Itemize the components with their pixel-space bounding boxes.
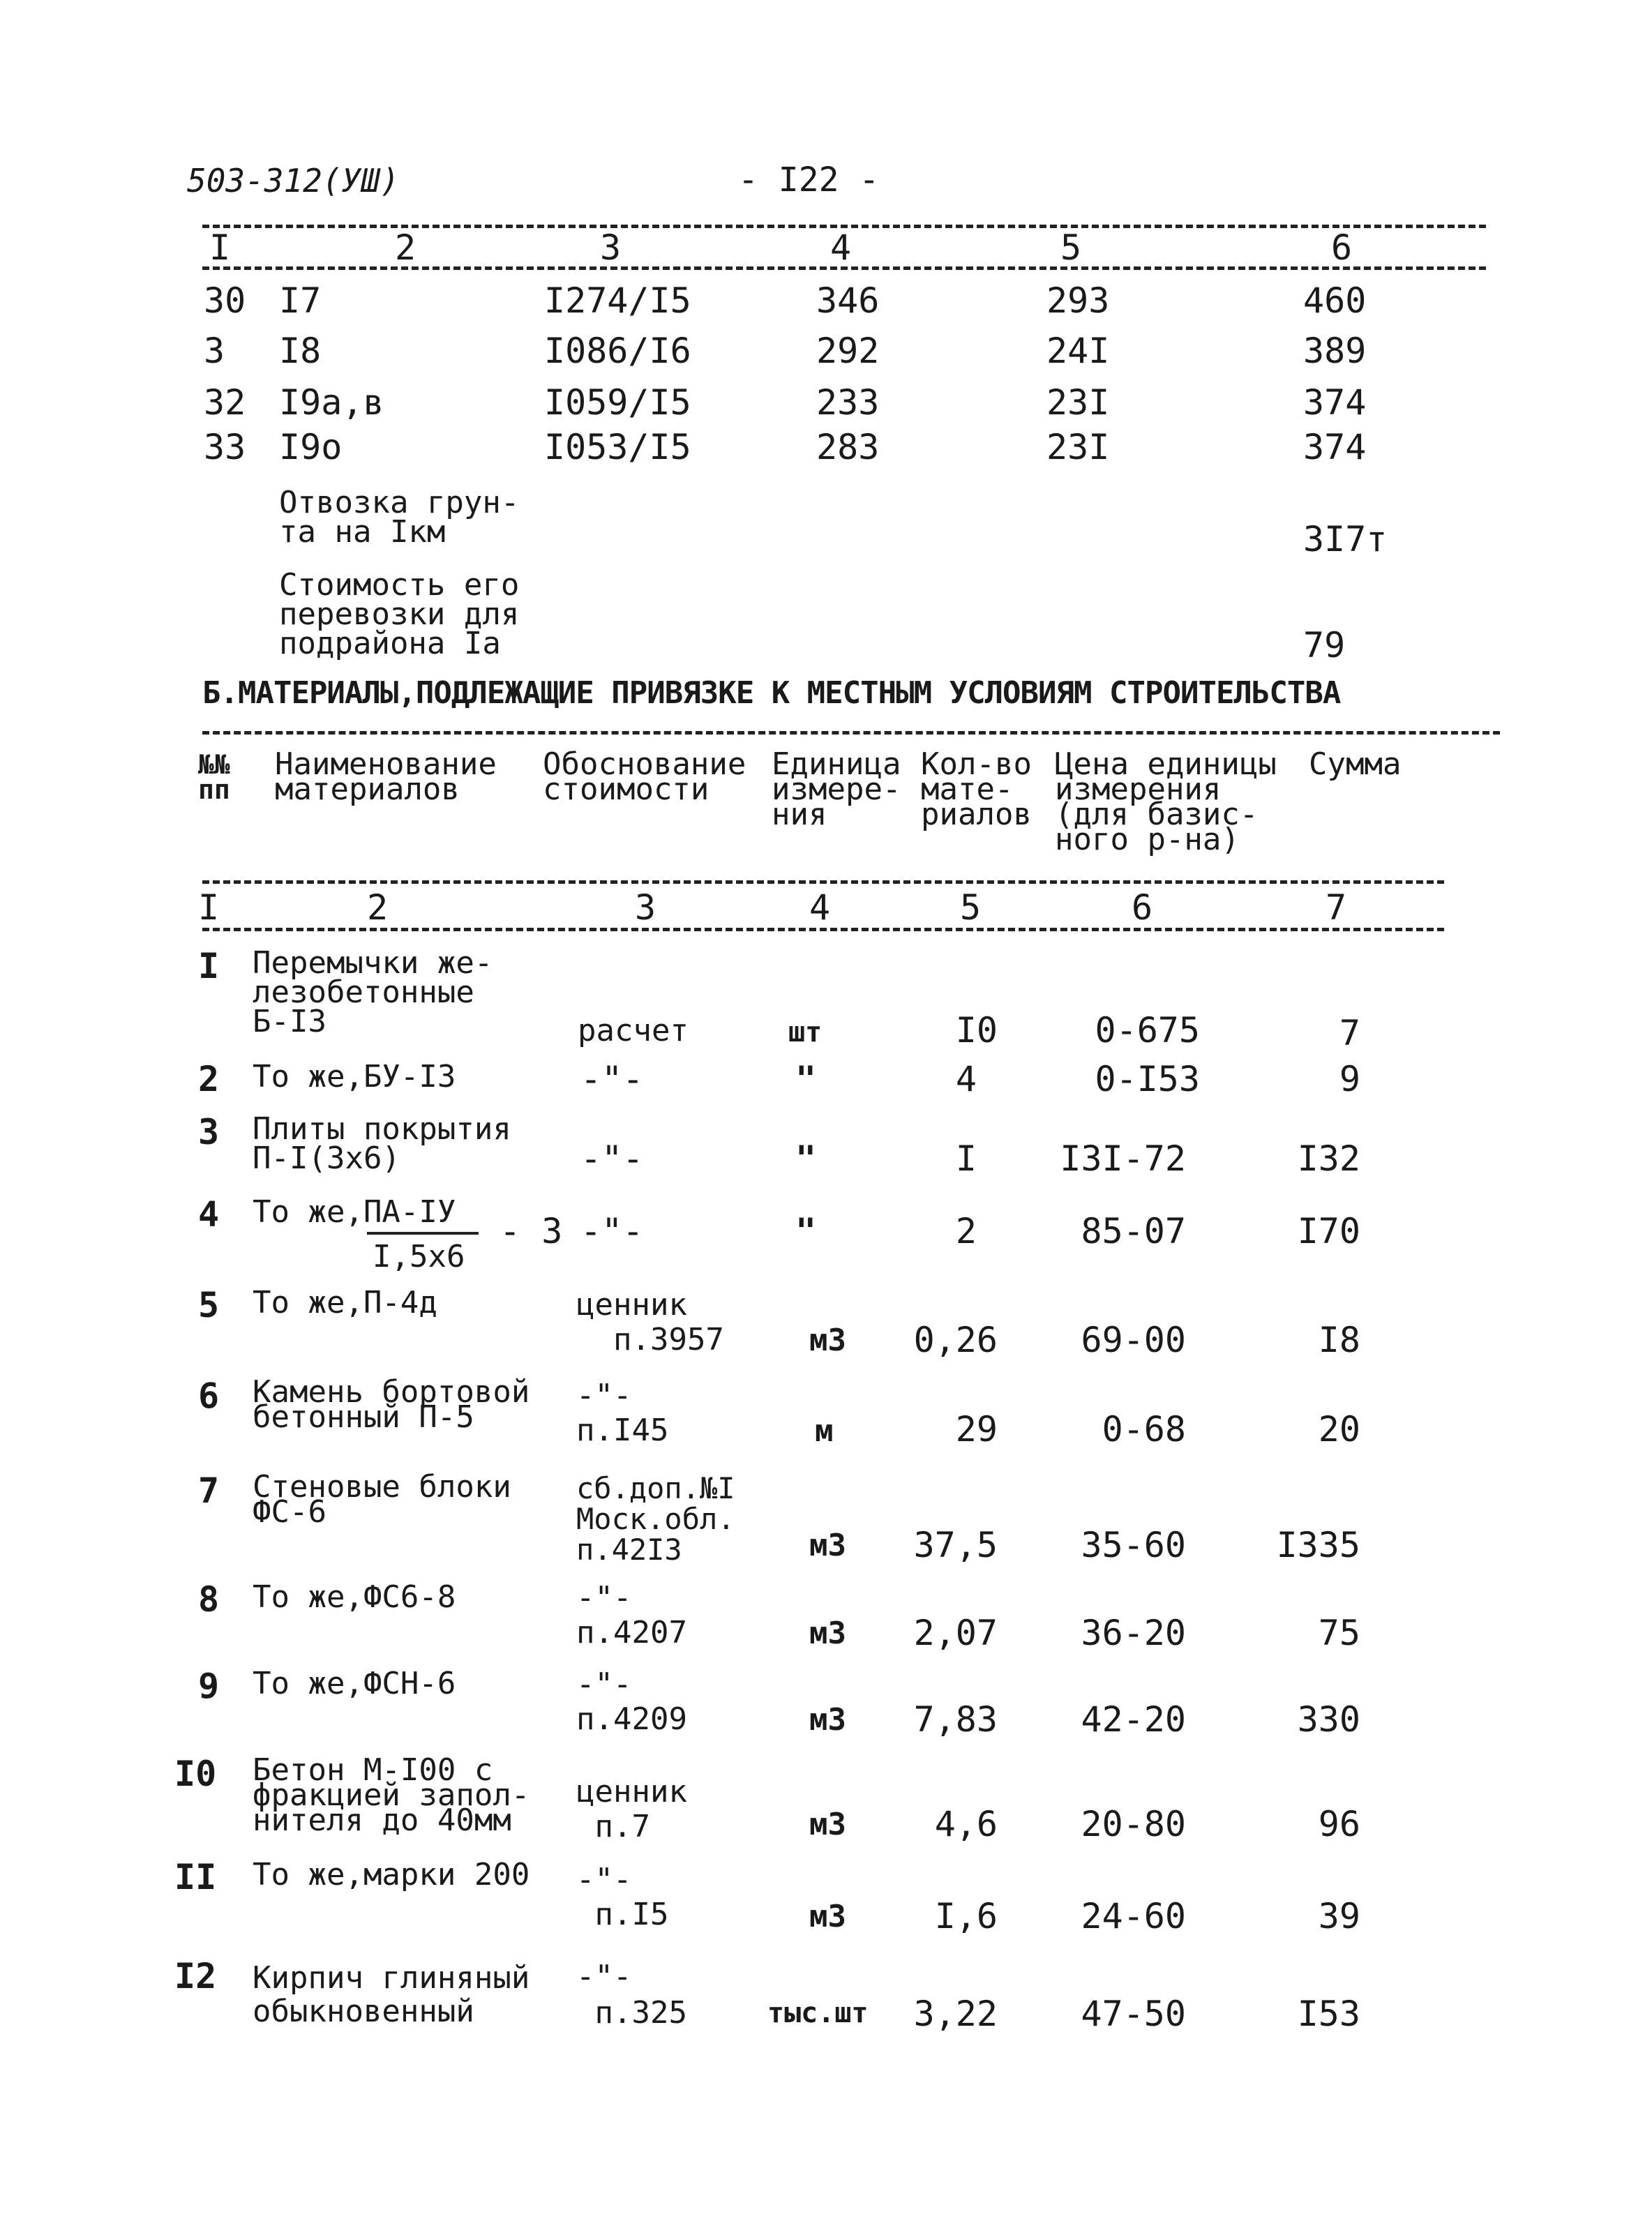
row-number: 5 — [198, 1285, 220, 1325]
row-value-5: 24I — [1046, 331, 1110, 371]
quantity: 0,26 — [913, 1320, 998, 1360]
col-number: I — [198, 887, 220, 928]
cost-basis: -"- п.I5 — [576, 1862, 669, 1932]
row-number: I — [198, 946, 220, 986]
col-number: 7 — [1326, 887, 1347, 928]
sum: 20 — [1318, 1409, 1360, 1450]
col-number: 5 — [960, 887, 982, 928]
row-value-4: 346 — [816, 280, 880, 321]
row-number: 9 — [198, 1666, 220, 1706]
unit-price: 35-60 — [1081, 1525, 1186, 1565]
row-basis: I053/I5 — [544, 427, 691, 467]
cost-basis: расчет — [578, 1013, 689, 1048]
material-name: То же,БУ-I3 — [253, 1059, 456, 1094]
sum: 7 — [1339, 1013, 1360, 1053]
row-value-6: 374 — [1303, 427, 1367, 467]
row-number: 4 — [198, 1194, 220, 1235]
table-a-col-number: 2 — [395, 227, 416, 268]
quantity: 37,5 — [913, 1525, 998, 1565]
material-name-denominator: I,5х6 — [373, 1239, 465, 1274]
cost-basis: -"- — [580, 1138, 644, 1179]
row-value-4: 292 — [816, 331, 880, 371]
unit: " — [795, 1059, 817, 1099]
row-number: I2 — [174, 1956, 217, 1996]
row-value-6: 460 — [1303, 280, 1367, 321]
unit-price: 20-80 — [1081, 1804, 1186, 1844]
header-price: Цена единицы измерения (для базис- ного р-на) — [1055, 746, 1277, 857]
sum: I53 — [1297, 1994, 1360, 2034]
table-a-col-number: I — [209, 227, 231, 268]
quantity: I — [955, 1138, 977, 1179]
row-item: I7 — [279, 280, 322, 321]
material-name: Плиты покрытия П-I(3х6) — [253, 1111, 511, 1176]
unit: м3 — [809, 1323, 846, 1358]
row-number: 30 — [204, 280, 246, 321]
sum: I335 — [1276, 1525, 1360, 1565]
row-basis: I086/I6 — [544, 331, 691, 371]
soil-removal-label: Отвозка грун- та на Iкм — [279, 485, 520, 550]
row-number: 6 — [198, 1376, 220, 1416]
unit: м3 — [809, 1807, 846, 1842]
section-b-header-rule — [202, 880, 1444, 884]
col-number: 3 — [635, 887, 656, 928]
unit: " — [795, 1138, 817, 1179]
transport-cost-value: 79 — [1303, 625, 1346, 665]
unit-price: 36-20 — [1081, 1613, 1186, 1653]
material-name: Стеновые блоки ФС-6 — [253, 1469, 511, 1530]
table-a-col-number: 5 — [1060, 227, 1082, 268]
row-number: 33 — [204, 427, 246, 467]
table-a-header-rule — [202, 266, 1486, 270]
row-value-5: 293 — [1046, 280, 1110, 321]
unit-price: 0-I53 — [1095, 1059, 1200, 1099]
row-value-6: 389 — [1303, 331, 1367, 371]
unit: " — [795, 1211, 817, 1251]
row-number: 3 — [204, 331, 225, 371]
cost-basis: -"- п.4207 — [576, 1580, 687, 1650]
sum: 96 — [1318, 1804, 1360, 1844]
transport-cost-label: Стоимость его перевозки для подрайона Iа — [279, 567, 520, 661]
material-name: То же,марки 200 — [253, 1857, 530, 1892]
sum: I32 — [1297, 1138, 1360, 1179]
unit-price: 47-50 — [1081, 1994, 1186, 2034]
section-b-top-rule — [202, 731, 1500, 735]
row-item: I8 — [279, 331, 322, 371]
unit-price: I3I-72 — [1060, 1138, 1186, 1179]
quantity: 3,22 — [913, 1994, 998, 2034]
cost-basis: ценник п.7 — [576, 1774, 687, 1844]
soil-removal-value: 3I7т — [1303, 519, 1388, 559]
cost-basis: -"- п.325 — [576, 1959, 687, 2031]
material-name: Кирпич глиняный обыкновенный — [253, 1960, 530, 2029]
row-number: 8 — [198, 1579, 220, 1620]
header-unit: Единица измере- ния — [772, 746, 901, 832]
material-name: То же,ПА-IУ — [253, 1194, 456, 1230]
sum: 9 — [1339, 1059, 1360, 1099]
unit-price: 85-07 — [1081, 1211, 1186, 1251]
unit-price: 0-675 — [1095, 1010, 1200, 1051]
sum: 330 — [1297, 1699, 1360, 1740]
quantity: I0 — [955, 1010, 998, 1051]
material-name: Перемычки же- лезобетонные Б-I3 — [253, 945, 493, 1039]
header-qty: Кол-во мате- риалов — [921, 746, 1032, 832]
col-number: 6 — [1132, 887, 1153, 928]
header-sum: Сумма — [1309, 746, 1402, 782]
row-item: I9а,в — [279, 382, 384, 423]
material-name: То же,П-4д — [253, 1285, 437, 1320]
row-value-4: 283 — [816, 427, 880, 467]
row-value-4: 233 — [816, 382, 880, 423]
unit: шт — [788, 1016, 823, 1048]
unit-price: 24-60 — [1081, 1896, 1186, 1936]
row-number: I0 — [174, 1754, 217, 1794]
header-name: Наименование материалов — [275, 746, 497, 807]
cost-basis: -"- п.4209 — [576, 1666, 687, 1737]
quantity: I,6 — [934, 1896, 998, 1936]
material-name: То же,ФСН-6 — [253, 1666, 456, 1701]
section-b-title: Б.МАТЕРИАЛЫ,ПОДЛЕЖАЩИЕ ПРИВЯЗКЕ К МЕСТНЫМ УСЛОВИЯМ СТРОИТЕЛЬСТВА — [202, 675, 1341, 711]
row-number: 32 — [204, 382, 246, 423]
unit-price: 69-00 — [1081, 1320, 1186, 1360]
row-basis: I274/I5 — [544, 280, 691, 321]
section-b-column-rule — [202, 928, 1444, 931]
sum: I8 — [1318, 1320, 1360, 1360]
sum: I70 — [1297, 1211, 1360, 1251]
quantity: 2 — [955, 1211, 977, 1251]
table-a-col-number: 4 — [830, 227, 852, 268]
table-a-col-number: 3 — [600, 227, 622, 268]
material-name: Бетон М-I00 с фракцией запол- нителя до 40мм — [253, 1752, 530, 1838]
unit: м3 — [809, 1899, 846, 1934]
table-a-col-number: 6 — [1331, 227, 1353, 268]
unit: м3 — [809, 1616, 846, 1651]
page-number: - I22 - — [738, 160, 880, 200]
quantity: 29 — [955, 1409, 998, 1450]
row-value-5: 23I — [1046, 382, 1110, 423]
document-code: 503-312(УШ) — [187, 162, 400, 200]
sum: 39 — [1318, 1896, 1360, 1936]
unit: м — [815, 1413, 834, 1449]
material-name: То же,ФС6-8 — [253, 1579, 456, 1615]
header-basis: Обоснование стоимости — [543, 746, 746, 807]
cost-basis: -"- — [580, 1059, 644, 1099]
cost-basis: сб.доп.№I Моск.обл. п.42I3 — [576, 1471, 735, 1567]
row-value-6: 374 — [1303, 382, 1367, 423]
quantity: 7,83 — [913, 1699, 998, 1740]
unit-price: 0-68 — [1102, 1409, 1186, 1450]
cost-basis: -"- п.I45 — [576, 1378, 669, 1448]
quantity: 4 — [955, 1059, 977, 1099]
unit: м3 — [809, 1528, 846, 1563]
row-number: 3 — [198, 1112, 220, 1152]
quantity: 2,07 — [913, 1613, 998, 1653]
row-item: I9о — [279, 427, 343, 467]
row-number: II — [174, 1857, 217, 1897]
row-basis: I059/I5 — [544, 382, 691, 423]
fraction-line — [367, 1232, 479, 1235]
col-number: 4 — [809, 887, 831, 928]
col-number: 2 — [367, 887, 389, 928]
header-number: №№ пп — [198, 749, 230, 805]
unit: тыс.шт — [767, 1997, 869, 2029]
row-number: 2 — [198, 1059, 220, 1099]
unit: м3 — [809, 1702, 846, 1738]
cost-basis: ценник п.3957 — [576, 1287, 724, 1357]
quantity: 4,6 — [934, 1804, 998, 1844]
material-name-suffix: - 3 — [500, 1211, 563, 1251]
row-value-5: 23I — [1046, 427, 1110, 467]
row-number: 7 — [198, 1470, 220, 1511]
unit-price: 42-20 — [1081, 1699, 1186, 1740]
cost-basis: -"- — [580, 1211, 644, 1251]
material-name: Камень бортовой бетонный П-5 — [253, 1374, 530, 1435]
sum: 75 — [1318, 1613, 1360, 1653]
